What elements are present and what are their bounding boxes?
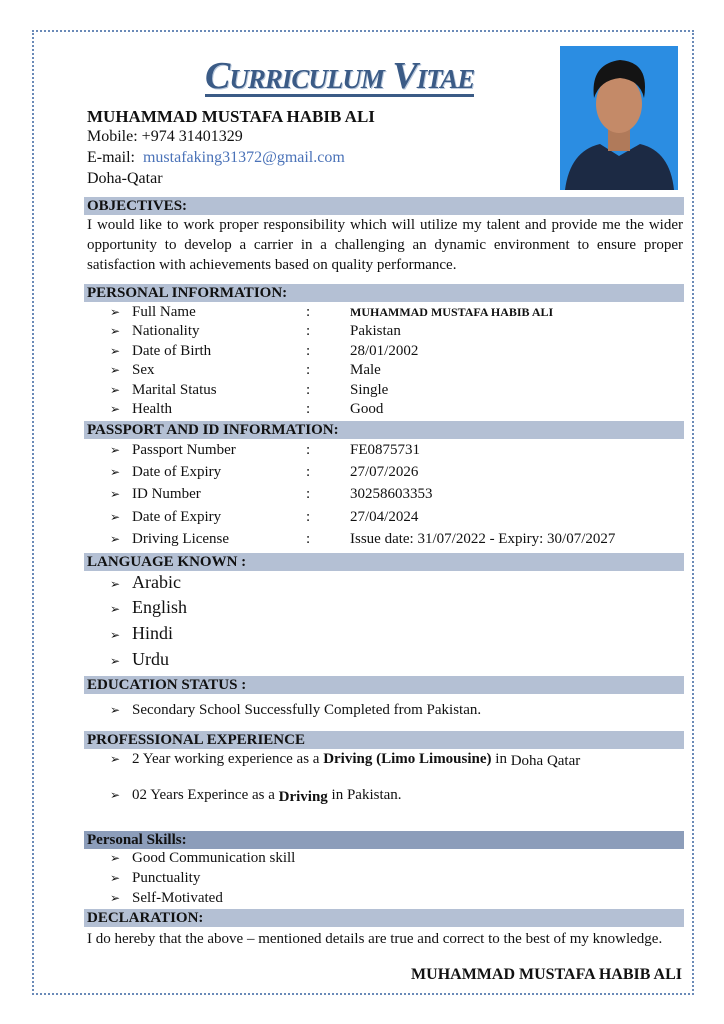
arrow-bullet-icon: ➢ [110, 654, 121, 668]
row-label: Date of Expiry [132, 464, 222, 480]
objectives-text: I would like to work proper responsibility which will utilize my talent and provide me the wider opportunity to develop a carrier in a challenging an dynamic environment to ensure proper satisfaction with achievements based on quality performance. [87, 217, 683, 273]
row-label: Passport Number [132, 442, 236, 458]
row-value: MUHAMMAD MUSTAFA HABIB ALI [350, 305, 554, 319]
row-value: 30258603353 [350, 486, 433, 502]
experience-role: Driving [278, 789, 328, 805]
passport-info-row [110, 508, 670, 527]
declaration-text: I do hereby that the above – mentioned details are true and correct to the best of my knowledge. [87, 931, 663, 947]
language-name: Urdu [132, 649, 169, 669]
arrow-bullet-icon: ➢ [110, 891, 121, 905]
education-item [110, 701, 481, 720]
colon: : [306, 509, 311, 525]
passport-info-row [110, 463, 670, 482]
colon: : [306, 401, 311, 417]
personal-info-row [110, 361, 670, 380]
language-item [110, 624, 173, 645]
colon: : [306, 323, 311, 339]
passport-info-row [110, 530, 670, 549]
mobile-line [87, 127, 243, 147]
language-item [110, 650, 169, 671]
arrow-bullet-icon: ➢ [110, 602, 121, 616]
colon: : [306, 531, 311, 547]
language-name: Hindi [132, 623, 174, 643]
arrow-bullet-icon: ➢ [110, 532, 121, 546]
colon: : [306, 442, 311, 458]
row-label: Sex [132, 362, 155, 378]
full-name: MUHAMMAD MUSTAFA HABIB ALI [87, 107, 375, 126]
row-value: 28/01/2002 [350, 343, 419, 359]
row-value: 27/04/2024 [350, 509, 419, 525]
personal-info-row [110, 400, 670, 419]
row-value: Single [350, 382, 389, 398]
email-line [87, 148, 345, 168]
email-label: E-mail: [87, 149, 135, 166]
skill-item [110, 889, 223, 908]
experience-heading: PROFESSIONAL EXPERIENCE [84, 731, 684, 749]
arrow-bullet-icon: ➢ [110, 324, 121, 338]
language-name: English [132, 597, 188, 617]
skill-name: Good Communication skill [132, 850, 296, 866]
row-label: Date of Expiry [132, 509, 222, 525]
row-label: Driving License [132, 531, 230, 547]
arrow-bullet-icon: ➢ [110, 443, 121, 457]
row-value: 27/07/2026 [350, 464, 419, 480]
colon: : [306, 304, 311, 320]
arrow-bullet-icon: ➢ [110, 305, 121, 319]
row-label: ID Number [132, 486, 201, 502]
colon: : [306, 486, 311, 502]
arrow-bullet-icon: ➢ [110, 577, 121, 591]
arrow-bullet-icon: ➢ [110, 851, 121, 865]
row-label: Health [132, 401, 172, 417]
arrow-bullet-icon: ➢ [110, 487, 121, 501]
passport-heading: PASSPORT AND ID INFORMATION: [84, 421, 684, 439]
colon: : [306, 464, 311, 480]
personal-info-row [110, 342, 670, 361]
language-item [110, 573, 181, 594]
mobile-number: +974 31401329 [141, 128, 243, 145]
mobile-label: Mobile: [87, 128, 138, 145]
skill-item [110, 869, 200, 888]
row-label: Full Name [132, 304, 196, 320]
row-value: FE0875731 [350, 442, 421, 458]
experience-text: 02 Years Experince as a [132, 787, 279, 803]
arrow-bullet-icon: ➢ [110, 510, 121, 524]
passport-info-row [110, 485, 670, 504]
experience-text: 2 Year working experience as a [132, 751, 324, 767]
experience-item [110, 750, 580, 769]
arrow-bullet-icon: ➢ [110, 752, 121, 766]
arrow-bullet-icon: ➢ [110, 465, 121, 479]
objectives-heading: OBJECTIVES: [84, 197, 684, 215]
row-value: Pakistan [350, 323, 401, 339]
row-label: Date of Birth [132, 343, 212, 359]
experience-text: in [491, 751, 511, 767]
colon: : [306, 382, 311, 398]
arrow-bullet-icon: ➢ [110, 402, 121, 416]
cv-title: Curriculum Vitae [205, 55, 475, 97]
location: Doha-Qatar [87, 170, 163, 187]
row-value: Issue date: 31/07/2022 - Expiry: 30/07/2027 [350, 531, 616, 547]
skills-heading: Personal Skills: [84, 831, 684, 849]
experience-item [110, 786, 402, 805]
language-item [110, 598, 187, 619]
row-value: Male [350, 362, 381, 378]
personal-info-row [110, 303, 670, 322]
personal-info-row [110, 322, 670, 341]
passport-info-row [110, 441, 670, 460]
experience-location: Doha Qatar [510, 753, 581, 769]
education-text: Secondary School Successfully Completed from Pakistan. [132, 702, 482, 718]
skill-name: Punctuality [132, 870, 201, 886]
arrow-bullet-icon: ➢ [110, 871, 121, 885]
row-label: Nationality [132, 323, 200, 339]
arrow-bullet-icon: ➢ [110, 628, 121, 642]
language-name: Arabic [132, 572, 181, 592]
personal-info-row [110, 381, 670, 400]
signature-name: MUHAMMAD MUSTAFA HABIB ALI [411, 966, 682, 983]
declaration-heading: DECLARATION: [84, 909, 684, 927]
experience-text: in Pakistan. [327, 787, 402, 803]
email-link[interactable]: mustafaking31372@gmail.com [142, 149, 345, 166]
experience-role: Driving (Limo Limousine) [323, 751, 492, 767]
language-heading: LANGUAGE KNOWN : [84, 553, 684, 571]
arrow-bullet-icon: ➢ [110, 363, 121, 377]
colon: : [306, 343, 311, 359]
arrow-bullet-icon: ➢ [110, 344, 121, 358]
arrow-bullet-icon: ➢ [110, 788, 121, 802]
row-value: Good [350, 401, 384, 417]
arrow-bullet-icon: ➢ [110, 703, 121, 717]
arrow-bullet-icon: ➢ [110, 383, 121, 397]
profile-photo [560, 46, 678, 190]
personal-info-heading: PERSONAL INFORMATION: [84, 284, 684, 302]
skill-item [110, 849, 295, 868]
colon: : [306, 362, 311, 378]
row-label: Marital Status [132, 382, 217, 398]
education-heading: EDUCATION STATUS : [84, 676, 684, 694]
skill-name: Self-Motivated [132, 890, 223, 906]
